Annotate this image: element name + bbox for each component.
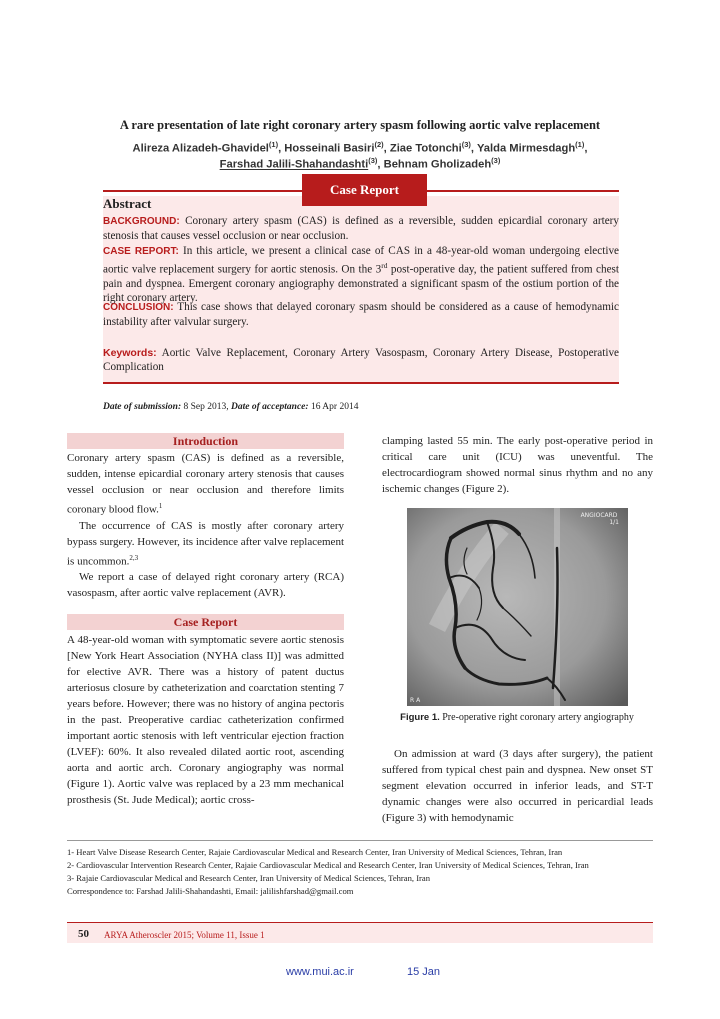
introduction-body (67, 450, 344, 601)
keywords-text: Aortic Valve Replacement, Coronary Artery Vasospasm, Coronary Artery Disease, Postoperative Complication (103, 347, 619, 374)
affiliation-sup: (1) (268, 140, 279, 149)
author-line-2: Farshad Jalili-Shahandashti$^{(3)}$, Behnam Gholizadeh$^{(3)}$ (219, 156, 501, 171)
abstract-heading: Abstract (103, 196, 152, 211)
citation-sup: 1 (158, 502, 163, 510)
case-report-heading: Case Report (67, 614, 344, 630)
abstract-keywords (103, 346, 619, 374)
case-report-text-2: post-operative day, the patient suffered from chest pain and dyspnea. Emergent coronary angiography demonstrated a significant spasm of the ostium portion of the right coronary artery. (103, 263, 619, 305)
figure-label: Figure 1. (400, 712, 440, 723)
abstract-conclusion (103, 300, 619, 329)
submission-label: Date of submission: (103, 402, 182, 412)
conclusion-text: This case shows that delayed coronary spasm should be considered as a cause of hemodynamic instability after valvular surgery. (103, 301, 619, 329)
figure-1-caption (386, 711, 648, 725)
intro-paragraph (67, 518, 344, 570)
abstract-bottom-rule (103, 382, 619, 384)
background-text: Coronary artery spasm (CAS) is defined as a reversible, sudden epicardial coronary artery stenosis that causes vessel occlusion or near occlusion. (103, 215, 620, 243)
abstract-case-report (103, 244, 619, 306)
author-name: Behnam Gholizadeh (383, 158, 492, 171)
right-column-top (382, 433, 653, 497)
website-link[interactable]: www.mui.ac.ir (286, 966, 354, 978)
author-name: Hosseinali Basiri (284, 142, 375, 155)
keywords-label: Keywords: (103, 347, 157, 359)
journal-citation: ARYA Atheroscler 2015; Volume 11, Issue 1 (104, 930, 265, 940)
article-type-tab: Case Report (302, 174, 427, 206)
paper-title: A rare presentation of late right coronary artery spasm following aortic valve replacement (119, 118, 601, 132)
introduction-heading: Introduction (67, 433, 344, 449)
correspondence: Correspondence to: Farshad Jalili-Shahandashti, Email: jalilishfarshad@gmail.com (67, 886, 354, 896)
submission-value: 8 Sep 2013, (183, 402, 229, 412)
affiliation-sup: (3) (461, 140, 471, 149)
corresponding-author-name: Farshad Jalili-Shahandashti (219, 158, 369, 171)
figure-1-angiogram (407, 508, 628, 706)
angiogram-image (407, 508, 628, 706)
case-report-body (67, 632, 344, 808)
submission-dates (103, 402, 358, 412)
acceptance-value: 16 Apr 2014 (310, 402, 359, 412)
conclusion-label: CONCLUSION: (103, 302, 174, 313)
case-report-label: CASE REPORT: (103, 246, 179, 257)
affiliation-sup: (1) (575, 140, 585, 149)
author-name: Alireza Alizadeh-Ghavidel (132, 142, 269, 155)
right-column-bottom (382, 746, 653, 826)
intro-paragraph (67, 450, 344, 518)
abstract-background (103, 214, 619, 243)
angiogram-overlay-frame: 1/1 (609, 519, 619, 526)
background-label: BACKGROUND: (103, 216, 180, 227)
footer-rule (67, 922, 653, 923)
intro-paragraph: We report a case of delayed right coronary artery (RCA) vasospasm, after aortic valve replacement (AVR). (67, 571, 344, 600)
affiliation-sup: (3) (491, 156, 501, 165)
angiogram-overlay-label: ANGIOCARD (580, 512, 618, 519)
affiliation-1: 1- Heart Valve Disease Research Center, Rajaie Cardiovascular Medical and Research Center, Iran University of Medical Sciences, Tehran, Iran (67, 847, 563, 857)
citation-sup: 2,3 (129, 553, 139, 562)
download-date: 15 Jan (407, 966, 441, 978)
affiliation-sup: (3) (368, 156, 378, 165)
author-line-1: Alireza Alizadeh-Ghavidel$^{(1)}$, Hosseinali Basiri$^{(2)}$, Ziae Totonchi$^{(3)}$, Yalda Mirmesdagh$^{(1)}$, (132, 140, 588, 155)
affiliation-2: 2- Cardiovascular Intervention Research Center, Rajaie Cardiovascular Medical and Research Center, Iran University of Medical Sciences, Tehran, Iran (67, 860, 589, 870)
ordinal-sup: rd (381, 261, 388, 271)
author-name: Yalda Mirmesdagh (476, 142, 576, 155)
affiliation-sup: (2) (374, 140, 384, 149)
angiogram-overlay-view: R A (410, 697, 421, 704)
affiliation-3: 3- Rajaie Cardiovascular Medical and Research Center, Iran University of Medical Sciences, Tehran, Iran (67, 873, 431, 883)
affiliations-footnotes (67, 846, 653, 898)
figure-caption-text: Pre-operative right coronary artery angiography (442, 712, 634, 723)
case-report-text-1: In this article, we present a clinical case of CAS in a 48-year-old woman undergoing elective aortic valve replacement surgery for aortic stenosis. On the 3 (103, 245, 620, 276)
case-paragraph: A 48-year-old woman with symptomatic severe aortic stenosis [New York Heart Association (NYHA class II)] was admitted for elective AVR. There was a history of patent ductus arteriosus closure by catheterization and coarctation stenting 7 years before. However; there was no history of angina pectoris in the past. Preoperative cardiac catheterization confirmed important aortic stenosis with left ventricular ejection fraction (LVEF): 60%. It also revealed dilated aortic root, ascending aorta and aortic arch. Coronary angiography was normal (Figure 1). Aortic valve was replaced by a 23 mm mechanical prosthesis (St. Jude Medical); aortic cross- (67, 634, 344, 806)
author-name: Ziae Totonchi (389, 142, 462, 155)
acceptance-label: Date of acceptance: (231, 402, 309, 412)
right-paragraph-2: On admission at ward (3 days after surgery), the patient suffered from typical chest pain and dyspnea. New onset ST segment elevation occurred in inferior leads, and ST-T dynamic changes were also occurred in pericardial leads (Figure 3) with hemodynamic (382, 748, 653, 824)
footnote-rule (67, 840, 653, 841)
right-paragraph-1: clamping lasted 55 min. The early post-operative period in critical care unit (ICU) was uneventful. The electrocardiogram showed normal sinus rhythm and no any ischemic changes (Figure 2). (382, 435, 653, 495)
intro-p1-text: Coronary artery spasm (CAS) is defined as a reversible, sudden, intense epicardial coronary artery stenosis that causes vessel occlusion or near occlusion and therefore limits coronary blood flow. (67, 452, 344, 516)
intro-p2-text: The occurrence of CAS is mostly after coronary artery bypass surgery. However, its incidence after valve replacement is uncommon. (67, 519, 344, 568)
page-number: 50 (78, 928, 89, 940)
